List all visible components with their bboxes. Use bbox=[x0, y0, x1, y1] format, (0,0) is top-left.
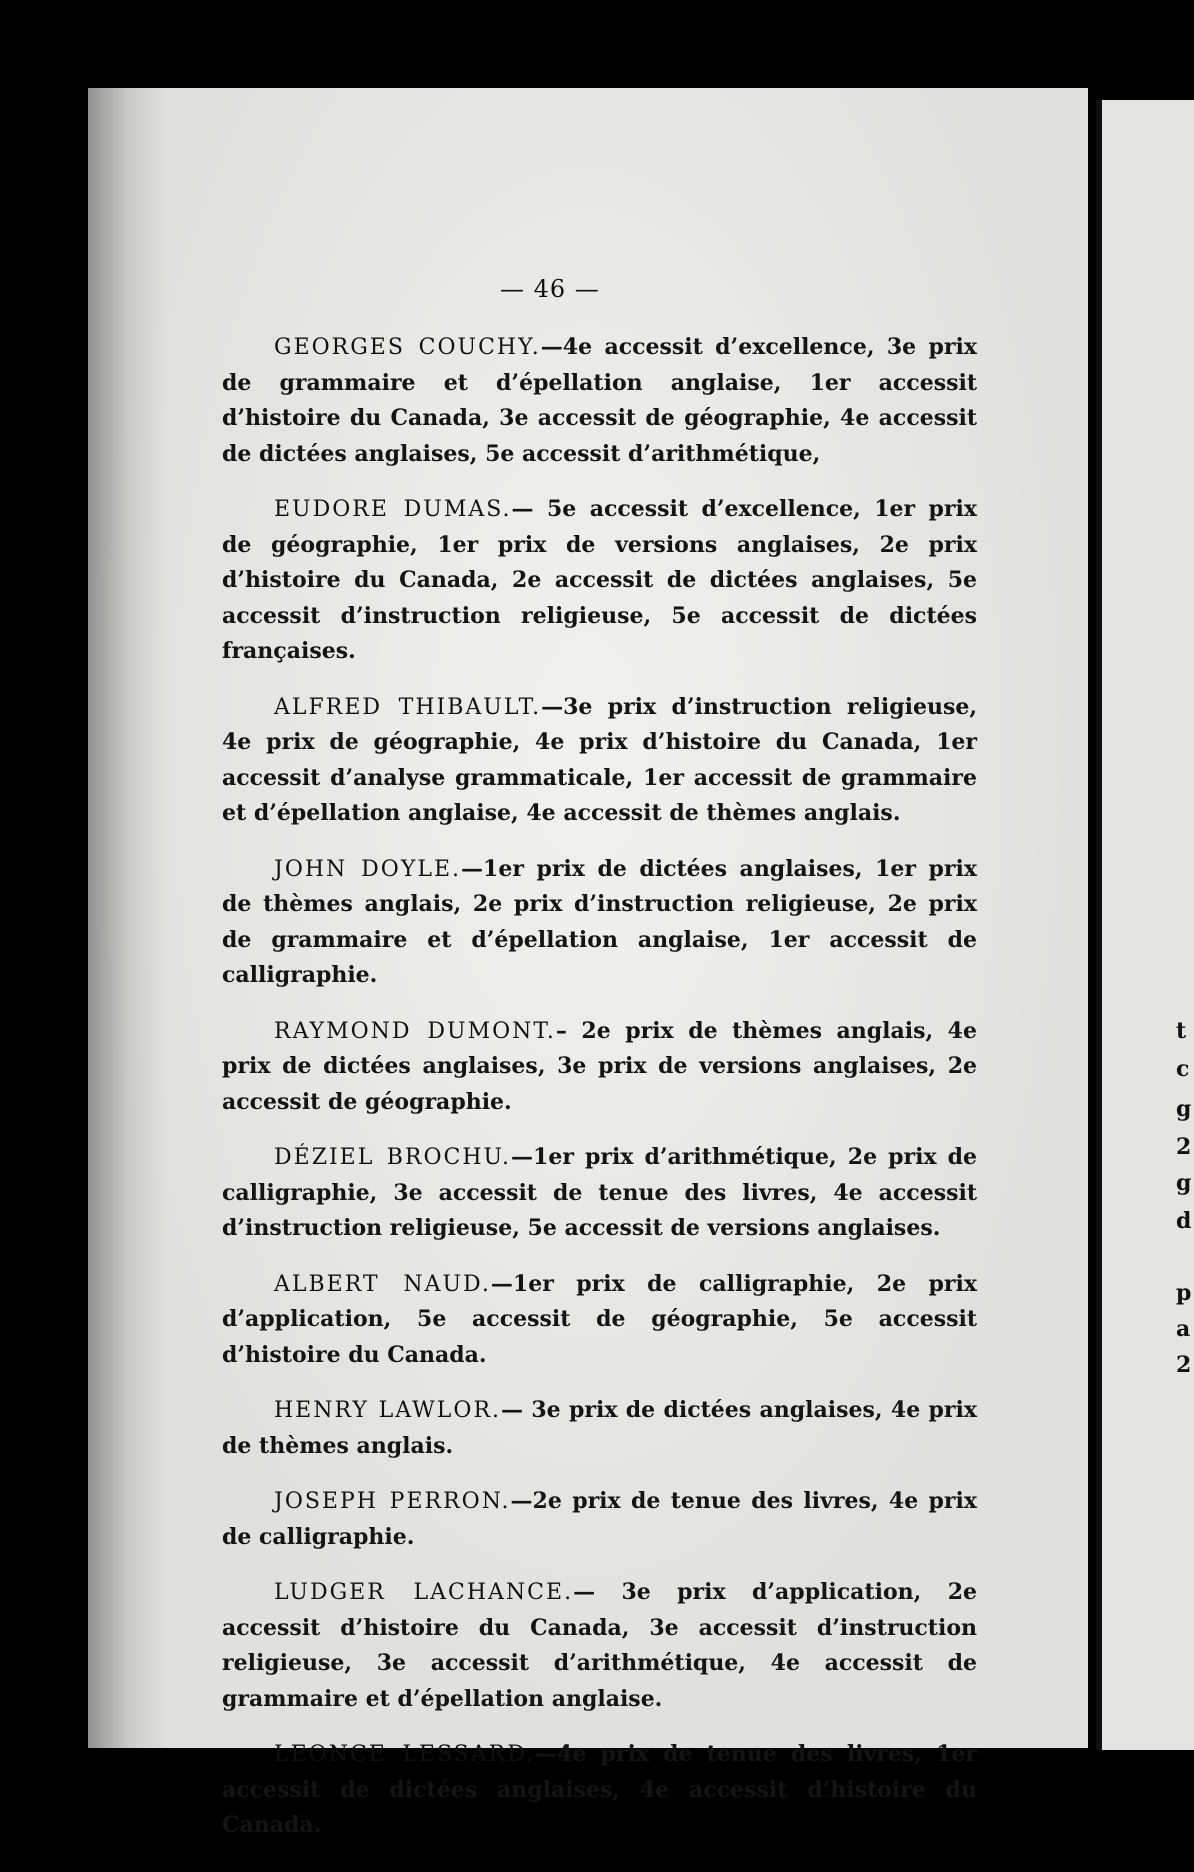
adjacent-page-fragment: g bbox=[1176, 1096, 1192, 1122]
prize-list bbox=[222, 330, 977, 1864]
adjacent-page-fragment: c bbox=[1176, 1056, 1190, 1082]
student-name: LUDGER LACHANCE. bbox=[274, 1580, 574, 1605]
prize-details: — 5e accessit d’excellence, 1er prix de géographie, 1er prix de versions anglaises, 2e prix d’histoire du Canada, 2e accessit de dictées anglaises, 5e accessit d’instruction religieuse, 5e accessit de dictées françaises. bbox=[222, 496, 977, 664]
student-name: LEONCE LESSARD. bbox=[274, 1742, 536, 1767]
adjacent-page-edge bbox=[1096, 100, 1194, 1750]
adjacent-page-fragment: d bbox=[1176, 1208, 1192, 1234]
prize-entry bbox=[222, 492, 977, 670]
adjacent-page-fragment: a bbox=[1176, 1316, 1191, 1342]
adjacent-page-fragment: p bbox=[1176, 1280, 1192, 1306]
prize-details: —2e prix de tenue des livres, 4e prix de calligraphie. bbox=[222, 1488, 977, 1550]
adjacent-page-fragment: t bbox=[1176, 1018, 1187, 1044]
prize-details: —1er prix de dictées anglaises, 1er prix de thèmes anglais, 2e prix d’instruction religieuse, 2e prix de grammaire et d’épellation anglaise, 1er accessit de calligraphie. bbox=[222, 855, 977, 988]
student-name: RAYMOND DUMONT. bbox=[274, 1018, 556, 1044]
student-name: HENRY LAWLOR. bbox=[274, 1398, 502, 1423]
prize-entry bbox=[222, 852, 977, 994]
prize-details: – 2e prix de thèmes anglais, 4e prix de dictées anglaises, 3e prix de versions anglaises, 2e accessit de géographie. bbox=[222, 1017, 977, 1115]
prize-entry bbox=[222, 1393, 977, 1464]
prize-entry bbox=[222, 1014, 977, 1121]
prize-entry bbox=[222, 1267, 977, 1374]
student-name: GEORGES COUCHY. bbox=[274, 335, 541, 360]
prize-entry bbox=[222, 1737, 977, 1844]
student-name: ALBERT NAUD. bbox=[274, 1271, 491, 1297]
student-name: JOSEPH PERRON. bbox=[274, 1489, 511, 1514]
adjacent-page-fragment: g bbox=[1176, 1170, 1192, 1196]
prize-details: — 3e prix d’application, 2e accessit d’histoire du Canada, 3e accessit d’instruction religieuse, 3e accessit d’arithmétique, 4e accessit de grammaire et d’épellation anglaise. bbox=[222, 1579, 977, 1712]
prize-details: —3e prix d’instruction religieuse, 4e prix de géographie, 4e prix d’histoire du Canada, 1er accessit d’analyse grammaticale, 1er accessit de grammaire et d’épellation anglaise, 4e accessit de thèmes anglais. bbox=[222, 693, 977, 826]
adjacent-page-fragment: 2 bbox=[1176, 1134, 1192, 1160]
prize-details: —4e prix de tenue des livres, 1er accessit de dictées anglaises, 4e accessit d’histoire du Canada. bbox=[222, 1741, 977, 1838]
prize-entry bbox=[222, 690, 977, 832]
prize-details: —4e accessit d’excellence, 3e prix de grammaire et d’épellation anglaise, 1er accessit d’histoire du Canada, 3e accessit de géographie, 4e accessit de dictées anglaises, 5e accessit d’arithmétique, bbox=[222, 334, 977, 467]
prize-entry bbox=[222, 1140, 977, 1247]
student-name: ALFRED THIBAULT. bbox=[274, 694, 542, 720]
prize-entry bbox=[222, 1575, 977, 1717]
prize-entry bbox=[222, 1484, 977, 1555]
student-name: JOHN DOYLE. bbox=[274, 856, 462, 882]
student-name: EUDORE DUMAS. bbox=[274, 497, 512, 522]
prize-details: — 3e prix de dictées anglaises, 4e prix de thèmes anglais. bbox=[222, 1397, 977, 1459]
prize-details: —1er prix d’arithmétique, 2e prix de calligraphie, 3e accessit de tenue des livres, 4e accessit d’instruction religieuse, 5e accessit de versions anglaises. bbox=[222, 1144, 977, 1241]
prize-details: —1er prix de calligraphie, 2e prix d’application, 5e accessit de géographie, 5e accessit d’histoire du Canada. bbox=[222, 1270, 977, 1368]
prize-entry bbox=[222, 330, 977, 472]
student-name: DÉZIEL BROCHU. bbox=[274, 1145, 512, 1170]
adjacent-page-fragment: 2 bbox=[1176, 1352, 1192, 1378]
page-number: — 46 — bbox=[500, 275, 600, 303]
